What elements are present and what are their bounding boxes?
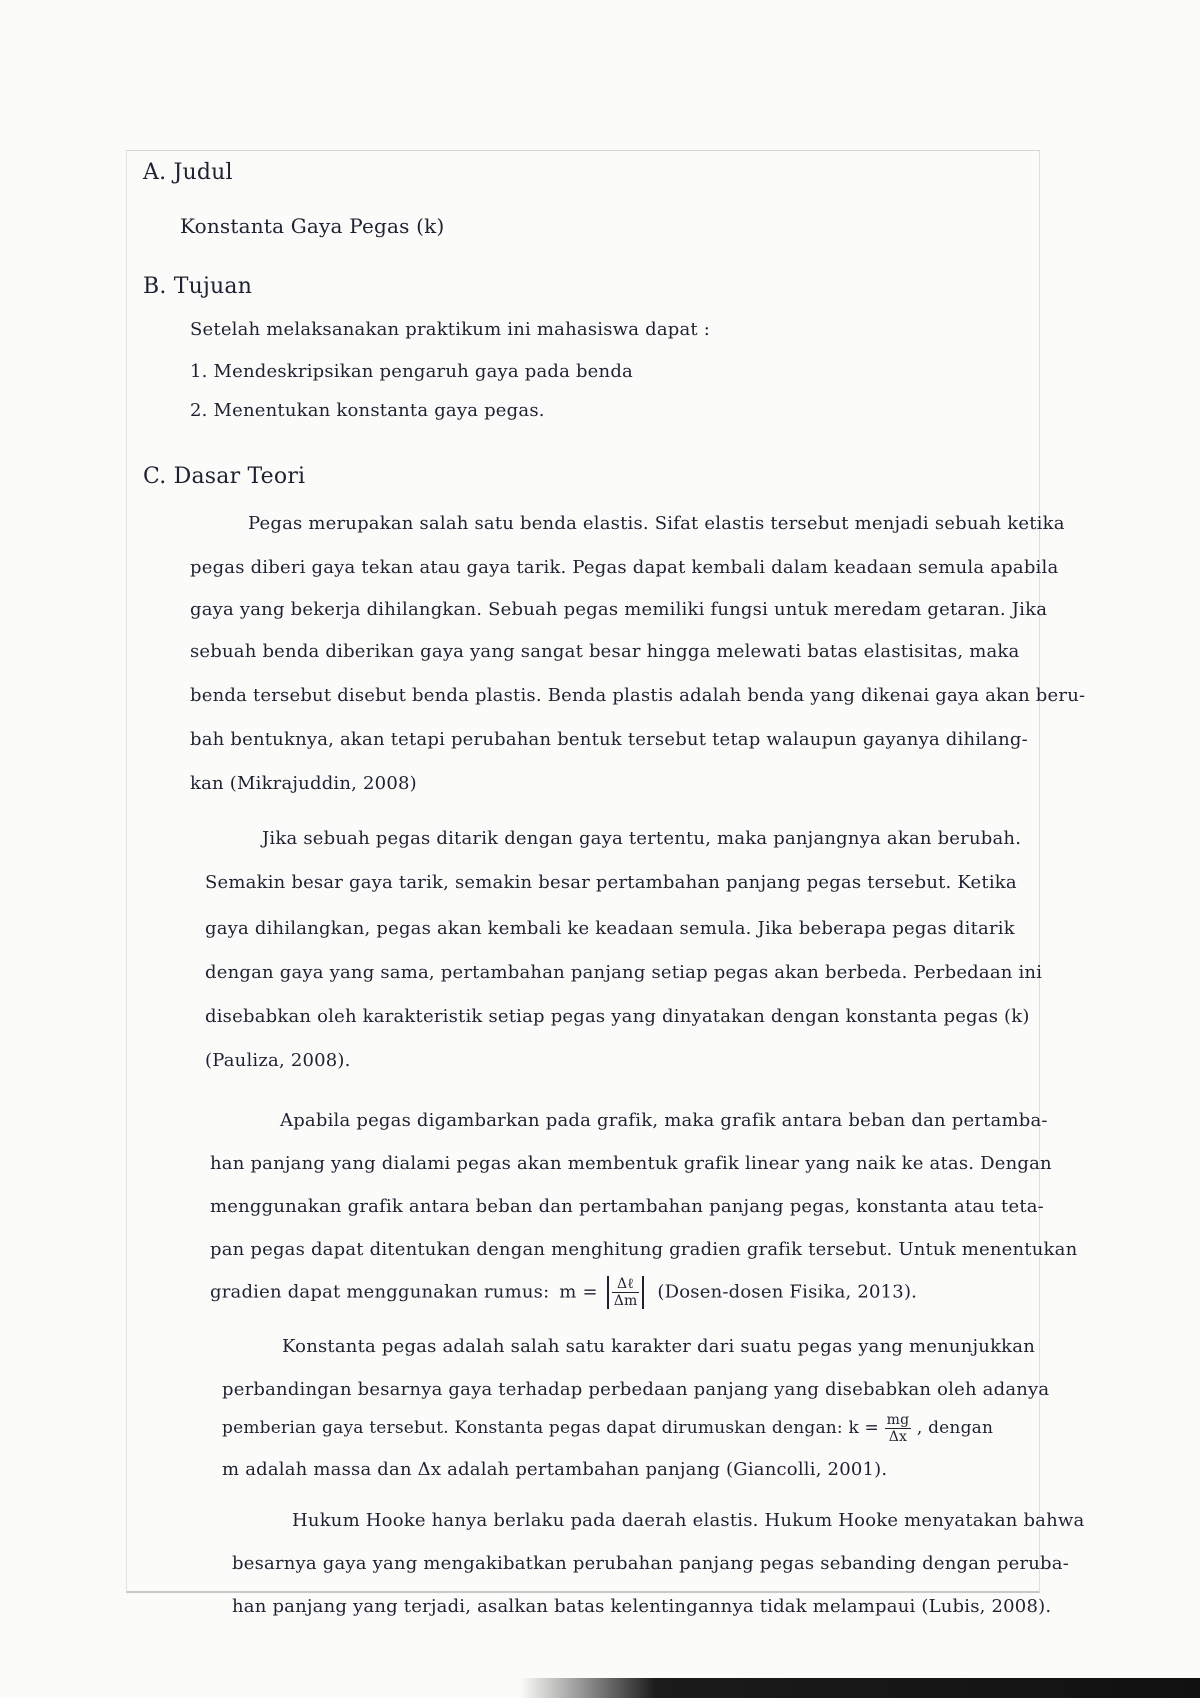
- paragraph-2-line: gaya dihilangkan, pegas akan kembali ke keadaan semula. Jika beberapa pegas ditarik: [205, 918, 1015, 939]
- paragraph-4-line: m adalah massa dan Δx adalah pertambahan panjang (Giancolli, 2001).: [222, 1459, 888, 1480]
- paragraph-3-line: han panjang yang dialami pegas akan membentuk grafik linear yang naik ke atas. Dengan: [210, 1153, 1052, 1174]
- paragraph-2-line: (Pauliza, 2008).: [205, 1050, 351, 1071]
- paragraph-1-line: kan (Mikrajuddin, 2008): [190, 773, 417, 794]
- paragraph-1-line: benda tersebut disebut benda plastis. Benda plastis adalah benda yang dikenai gaya akan beru-: [190, 685, 1086, 706]
- gradient-citation: (Dosen-dosen Fisika, 2013).: [657, 1281, 918, 1303]
- gradient-formula: [559, 1276, 647, 1309]
- absolute-value-bars: [607, 1276, 645, 1309]
- paragraph-1-line: sebuah benda diberikan gaya yang sangat besar hingga melewati batas elastisitas, maka: [190, 641, 1020, 662]
- spring-constant-numerator: mg: [886, 1412, 910, 1428]
- paragraph-1-line: bah bentuknya, akan tetapi perubahan bentuk tersebut tetap walaupun gayanya dihilang-: [190, 729, 1028, 750]
- gradient-formula-intro: gradien dapat menggunakan rumus:: [210, 1281, 550, 1303]
- paragraph-5-line: han panjang yang terjadi, asalkan batas kelentingannya tidak melampaui (Lubis, 2008).: [232, 1596, 1052, 1617]
- paragraph-3-line: menggunakan grafik antara beban dan pertambahan panjang pegas, konstanta atau teta-: [210, 1196, 1044, 1217]
- section-c-heading: C. Dasar Teori: [143, 464, 306, 489]
- gradient-numerator: Δℓ: [612, 1276, 640, 1293]
- spring-constant-denominator: Δx: [888, 1429, 908, 1445]
- paragraph-5-line: besarnya gaya yang mengakibatkan perubahan panjang pegas sebanding dengan peruba-: [232, 1553, 1069, 1574]
- title-text: Konstanta Gaya Pegas (k): [180, 214, 445, 238]
- spring-constant-formula-line: [222, 1412, 993, 1445]
- paragraph-1-line: pegas diberi gaya tekan atau gaya tarik. Pegas dapat kembali dalam keadaan semula apabila: [190, 557, 1059, 578]
- spring-constant-fraction: [885, 1412, 912, 1445]
- section-a-heading: A. Judul: [143, 160, 233, 185]
- gradient-denominator: Δm: [613, 1293, 638, 1309]
- paragraph-3-line: Apabila pegas digambarkan pada grafik, maka grafik antara beban dan pertamba-: [280, 1110, 1048, 1131]
- paragraph-1-line: Pegas merupakan salah satu benda elastis. Sifat elastis tersebut menjadi sebuah ketika: [248, 513, 1065, 534]
- gradient-fraction: [612, 1276, 640, 1309]
- paragraph-2-line: Semakin besar gaya tarik, semakin besar pertambahan panjang pegas tersebut. Ketika: [205, 872, 1017, 893]
- objective-intro: Setelah melaksanakan praktikum ini mahasiswa dapat :: [190, 319, 711, 340]
- paragraph-2-line: dengan gaya yang sama, pertambahan panjang setiap pegas akan berbeda. Perbedaan ini: [205, 962, 1043, 983]
- section-b-heading: B. Tujuan: [143, 274, 253, 299]
- gradient-formula-line: [210, 1276, 917, 1309]
- paragraph-2-line: disebabkan oleh karakteristik setiap pegas yang dinyatakan dengan konstanta pegas (k): [205, 1006, 1030, 1027]
- spring-constant-intro: pemberian gaya tersebut. Konstanta pegas dapat dirumuskan dengan: k =: [222, 1418, 880, 1438]
- spring-constant-suffix: , dengan: [916, 1418, 994, 1438]
- objective-item: 1. Mendeskripsikan pengaruh gaya pada benda: [190, 361, 633, 382]
- paragraph-4-line: perbandingan besarnya gaya terhadap perbedaan panjang yang disebabkan oleh adanya: [222, 1379, 1050, 1400]
- objective-item: 2. Menentukan konstanta gaya pegas.: [190, 400, 545, 421]
- paragraph-3-line: pan pegas dapat ditentukan dengan menghitung gradien grafik tersebut. Untuk menentukan: [210, 1239, 1078, 1260]
- paragraph-5-line: Hukum Hooke hanya berlaku pada daerah elastis. Hukum Hooke menyatakan bahwa: [292, 1510, 1085, 1531]
- paragraph-4-line: Konstanta pegas adalah salah satu karakter dari suatu pegas yang menunjukkan: [282, 1336, 1036, 1357]
- paragraph-1-line: gaya yang bekerja dihilangkan. Sebuah pegas memiliki fungsi untuk meredam getaran. Jika: [190, 599, 1048, 620]
- paragraph-2-line: Jika sebuah pegas ditarik dengan gaya tertentu, maka panjangnya akan berubah.: [262, 828, 1022, 849]
- gradient-formula-lhs: m =: [559, 1281, 598, 1303]
